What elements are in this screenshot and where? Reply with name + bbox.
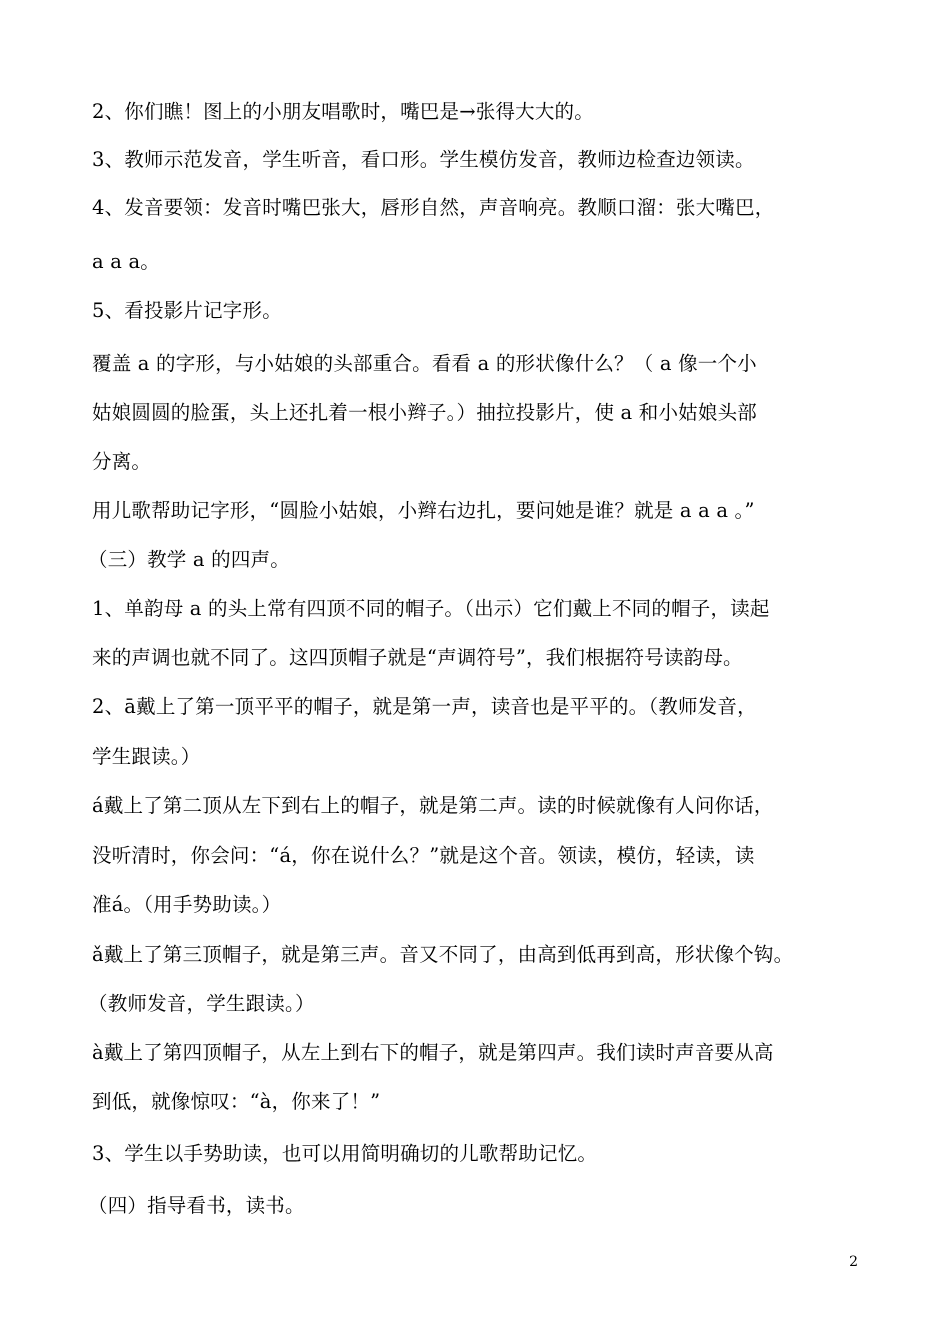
text-line: 到低，就像惊叹：“à，你来了！”: [92, 1090, 381, 1113]
text-line: 5、看投影片记字形。: [92, 299, 282, 322]
text-line: a a a。: [92, 250, 160, 273]
text-line: 1、单韵母 a 的头上常有四顶不同的帽子。（出示）它们戴上不同的帽子，读起: [92, 597, 770, 620]
text-line: 3、教师示范发音，学生听音，看口形。学生模仿发音，教师边检查边领读。: [92, 148, 755, 171]
section-heading: （四）指导看书，读书。: [88, 1194, 305, 1217]
text-line: 来的声调也就不同了。这四顶帽子就是“声调符号”，我们根据符号读韵母。: [92, 646, 743, 669]
text-line: 用儿歌帮助记字形，“圆脸小姑娘，小辫右边扎，要问她是谁？就是 a a a 。”: [92, 499, 755, 522]
text-line: （教师发音，学生跟读。）: [88, 992, 315, 1015]
section-heading: （三）教学 a 的四声。: [88, 548, 290, 571]
text-line: 学生跟读。）: [92, 745, 201, 768]
text-line: 姑娘圆圆的脸蛋，头上还扎着一根小辫子。）抽拉投影片，使 a 和小姑娘头部: [92, 401, 757, 424]
page-number: 2: [849, 1254, 858, 1270]
text-line: 准á。（用手势助读。）: [92, 893, 282, 916]
text-line: 4、发音要领：发音时嘴巴张大，唇形自然，声音响亮。教顺口溜：张大嘴巴，: [92, 196, 775, 219]
text-line: 覆盖 a 的字形，与小姑娘的头部重合。看看 a 的形状像什么？（ a 像一个小: [92, 352, 757, 375]
text-line: à戴上了第四顶帽子，从左上到右下的帽子，就是第四声。我们读时声音要从高: [92, 1041, 774, 1064]
text-line: 没听清时，你会问：“á，你在说什么？”就是这个音。领读，模仿，轻读，读: [92, 844, 755, 867]
text-line: 3、学生以手势助读，也可以用简明确切的儿歌帮助记忆。: [92, 1142, 598, 1165]
text-line: 分离。: [92, 450, 152, 473]
text-line: 2、你们瞧！图上的小朋友唱歌时，嘴巴是→张得大大的。: [92, 100, 594, 123]
text-line: 2、ā戴上了第一顶平平的帽子，就是第一声，读音也是平平的。（教师发音，: [92, 695, 757, 718]
text-line: ǎ戴上了第三顶帽子，就是第三声。音又不同了，由高到低再到高，形状像个钩。: [92, 943, 794, 966]
text-line: á戴上了第二顶从左下到右上的帽子，就是第二声。读的时候就像有人问你话，: [92, 794, 774, 817]
